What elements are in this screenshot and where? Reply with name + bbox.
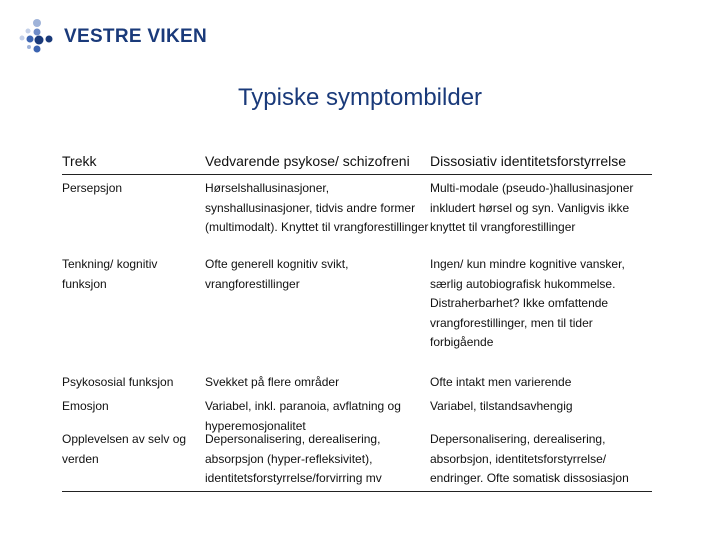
table-row — [62, 255, 652, 373]
cell-psykose: Variabel, inkl. paranoia, avflatning og hyperemosjonalitet — [205, 399, 401, 433]
table-row — [62, 373, 652, 397]
cell-psykose: Ofte generell kognitiv svikt, vrangforestillinger — [205, 257, 349, 291]
page-title: Typiske symptombilder — [237, 84, 483, 111]
table-row — [62, 179, 652, 255]
cell-dissosiativ: Ofte intakt men varierende — [430, 375, 572, 389]
cell-trekk: Persepsjon — [62, 181, 123, 195]
cell-dissosiativ: Multi-modale (pseudo-)hallusinasjoner inkludert hørsel og syn. Vanligvis ikke knyttet til vrangforestillinger — [430, 181, 634, 234]
cell-dissosiativ: Ingen/ kun mindre kognitive vansker, særlig autobiografisk hukommelse. Distraherbarhet? Ikke omfattende vrangforestillinger, men til tider forbigående — [430, 257, 625, 349]
cell-dissosiativ: Depersonalisering, derealisering, absorbsjon, identitetsforstyrrelse/ endringer. Ofte somatisk dissosiasjon — [430, 432, 629, 485]
cell-dissosiativ: Variabel, tilstandsavhengig — [430, 399, 573, 413]
logo-text: VESTRE VIKEN — [64, 26, 207, 47]
vestre-viken-logo — [18, 18, 207, 56]
cell-psykose: Svekket på flere områder — [205, 375, 340, 389]
cell-trekk: Psykososial funksjon — [62, 375, 174, 389]
cell-psykose: Hørselshallusinasjoner, synshallusinasjoner, tidvis andre former (multimodalt). Knyttet til vrangforestillinger — [205, 181, 429, 234]
header-psykose: Vedvarende psykose/ schizofreni — [205, 153, 410, 169]
symptom-table — [62, 150, 652, 492]
logo-dots-icon — [18, 18, 56, 56]
header-trekk: Trekk — [62, 153, 97, 169]
header-dissosiativ: Dissosiativ identitetsforstyrrelse — [430, 153, 627, 169]
table-header-row — [62, 150, 652, 175]
cell-trekk: Emosjon — [62, 399, 109, 413]
table-row — [62, 397, 652, 433]
cell-psykose: Depersonalisering, derealisering, absorpsjon (hyper-refleksivitet), identitetsforstyrrelse/forvirring mv — [205, 432, 382, 485]
cell-trekk: Opplevelsen av selv og verden — [62, 432, 187, 466]
table-row — [62, 430, 652, 492]
cell-trekk: Tenkning/ kognitiv funksjon — [62, 257, 158, 291]
